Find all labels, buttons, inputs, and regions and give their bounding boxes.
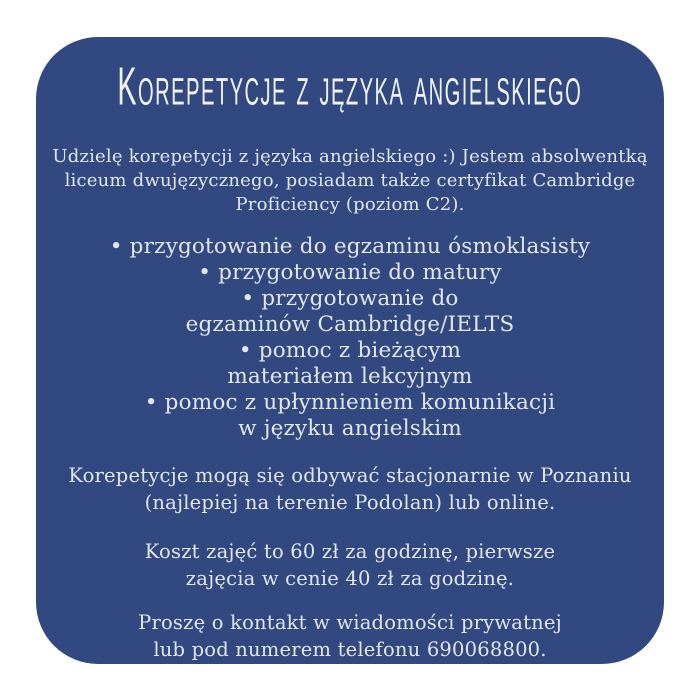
contact-line: lub pod numerem telefonu 690068800. [153,638,547,661]
intro-paragraph [52,145,647,217]
services-list [110,234,591,442]
service-line: • przygotowanie do [241,286,459,311]
poster-title: Korepetycje z języka angielskiego [117,56,583,116]
service-line: • pomoc z upłynnieniem komunikacji [144,390,556,415]
service-line-continuation: w języku angielskim [238,416,462,441]
location-line: Korepetycje mogą się odbywać stacjonarnie w Poznaniu [68,464,632,487]
service-line: • przygotowanie do matury [198,260,502,285]
pricing-line: Koszt zajęć to 60 zł za godzinę, pierwsze [144,540,556,563]
service-line: • przygotowanie do egzaminu ósmoklasisty [109,234,591,259]
poster-title-wrap [27,56,673,116]
service-line: • pomoc z bieżącym [238,338,462,363]
location-line: (najlepiej na terenie Podolan) lub online. [144,491,556,514]
service-line-continuation: materiałem lekcyjnym [227,364,473,389]
pricing-paragraph [145,538,555,592]
service-line-continuation: egzaminów Cambridge/IELTS [185,312,515,337]
intro-line: liceum dwujęzycznego, posiadam także certyfikat Cambridge [64,170,636,191]
location-paragraph [68,462,631,516]
contact-paragraph [138,609,562,663]
contact-line: Proszę o kontakt w wiadomości prywatnej [138,611,562,634]
intro-line: Proficiency (poziom C2). [235,194,465,215]
pricing-line: zajęcia w cenie 40 zł za godzinę. [185,567,515,590]
intro-line: Udzielę korepetycji z języka angielskiego :) Jestem absolwentką [52,146,648,167]
flyer-card [36,37,664,664]
